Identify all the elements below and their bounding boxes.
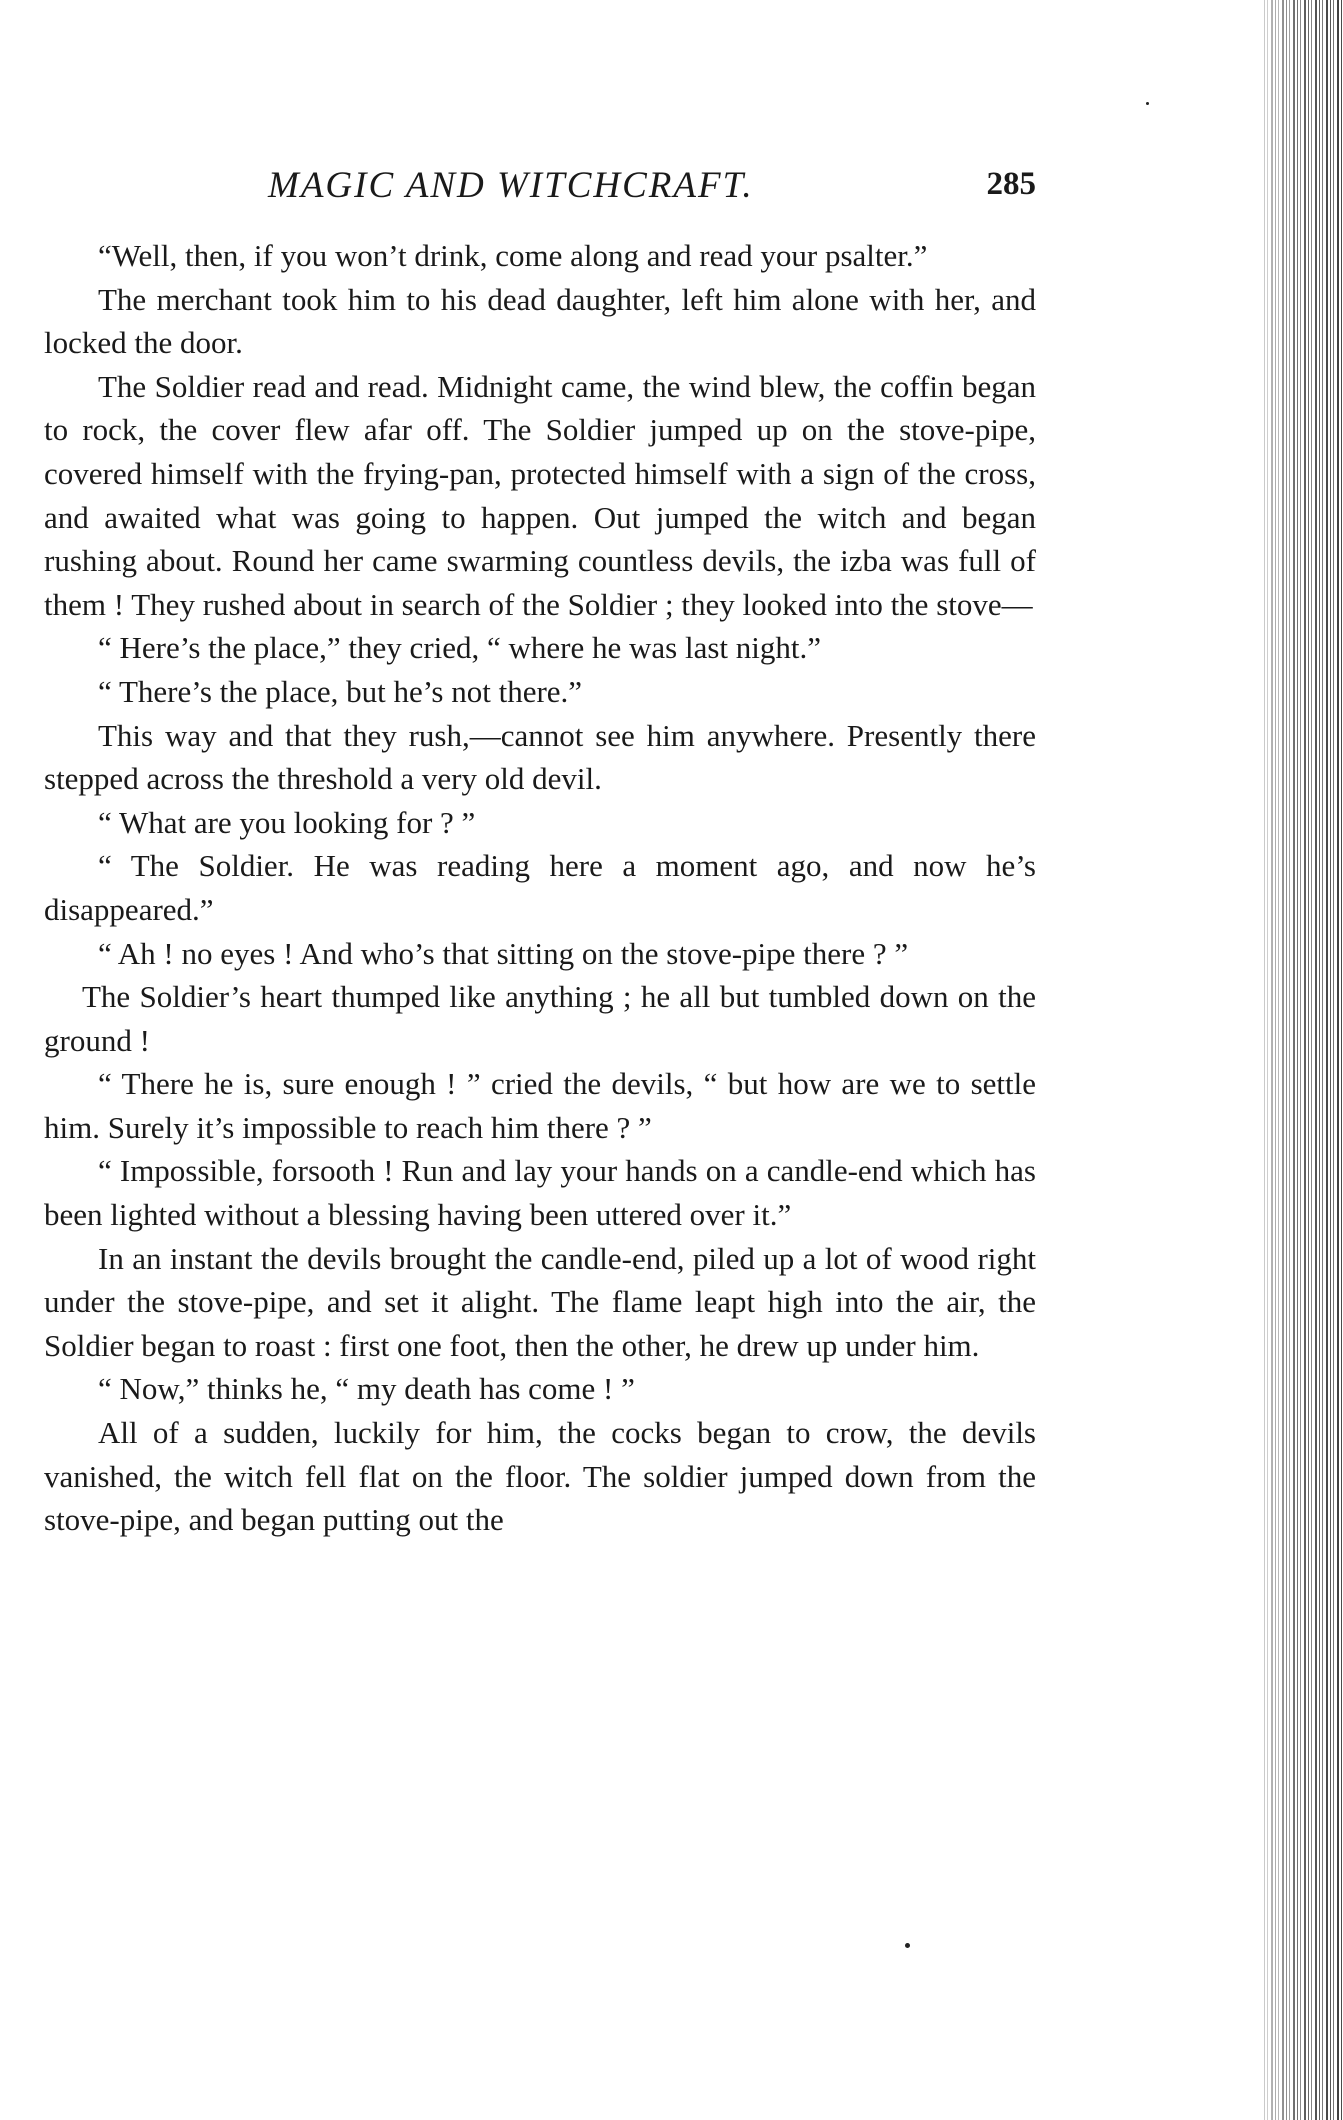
paragraph: “ Here’s the place,” they cried, “ where he was last night.” [98, 630, 822, 666]
paragraph: “ Impossible, forsooth ! Run and lay your hands on a candle-end which has been lighted without a blessing having been uttered over it.” [44, 1153, 1036, 1233]
paragraph: “ Now,” thinks he, “ my death has come ! ” [98, 1371, 635, 1407]
paragraph: “ There he is, sure enough ! ” cried the devils, “ but how are we to settle him. Surely it’s impossible to reach him there ? ” [44, 1066, 1036, 1145]
page-edge-fade [1262, 0, 1343, 2120]
paragraph: “ What are you looking for ? ” [98, 804, 476, 840]
paragraph: All of a sudden, luckily for him, the cocks began to crow, the devils vanished, the witch fell flat on the floor. The soldier jumped down from the stove-pipe, and began putting out the [44, 1415, 1036, 1538]
paragraph: This way and that they rush,—cannot see him anywhere. Presently there stepped across the threshold a very old devil. [44, 717, 1036, 797]
paragraph: “ Ah ! no eyes ! And who’s that sitting on the stove-pipe there ? ” [98, 935, 909, 971]
running-title: MAGIC AND WITCHCRAFT. [268, 165, 754, 206]
paragraph: In an instant the devils brought the candle-end, piled up a lot of wood right under the stove-pipe, and set it alight. The flame leapt high into the air, the Soldier began to roast : first one foot, then the other, he drew up under him. [44, 1240, 1036, 1363]
paragraph: “Well, then, if you won’t drink, come along and read your psalter.” [98, 238, 928, 273]
paragraph: The merchant took him to his dead daughter, left him alone with her, and locked the door. [44, 281, 1036, 361]
running-head [44, 164, 1036, 214]
paragraph: The Soldier’s heart thumped like anything ; he all but tumbled down on the ground ! [44, 979, 1036, 1058]
page-number: 285 [986, 166, 1036, 202]
ink-speck [905, 1943, 910, 1948]
paragraph: “ The Soldier. He was reading here a moment ago, and now he’s disappeared.” [44, 848, 1036, 927]
paragraph: The Soldier read and read. Midnight came, the wind blew, the coffin began to rock, the cover flew afar off. The Soldier jumped up on the stove-pipe, covered himself with the frying-pan, protected himself with a sign of the cross, and awaited what was going to happen. Out jumped the witch and began rushing about. Round her came swarming countless devils, the izba was full of them ! They rushed about in search of the Soldier ; they looked into the stove— [44, 368, 1036, 622]
ink-speck [1146, 102, 1149, 105]
body-text [44, 234, 1036, 1542]
paragraph: “ There’s the place, but he’s not there.” [98, 673, 583, 709]
